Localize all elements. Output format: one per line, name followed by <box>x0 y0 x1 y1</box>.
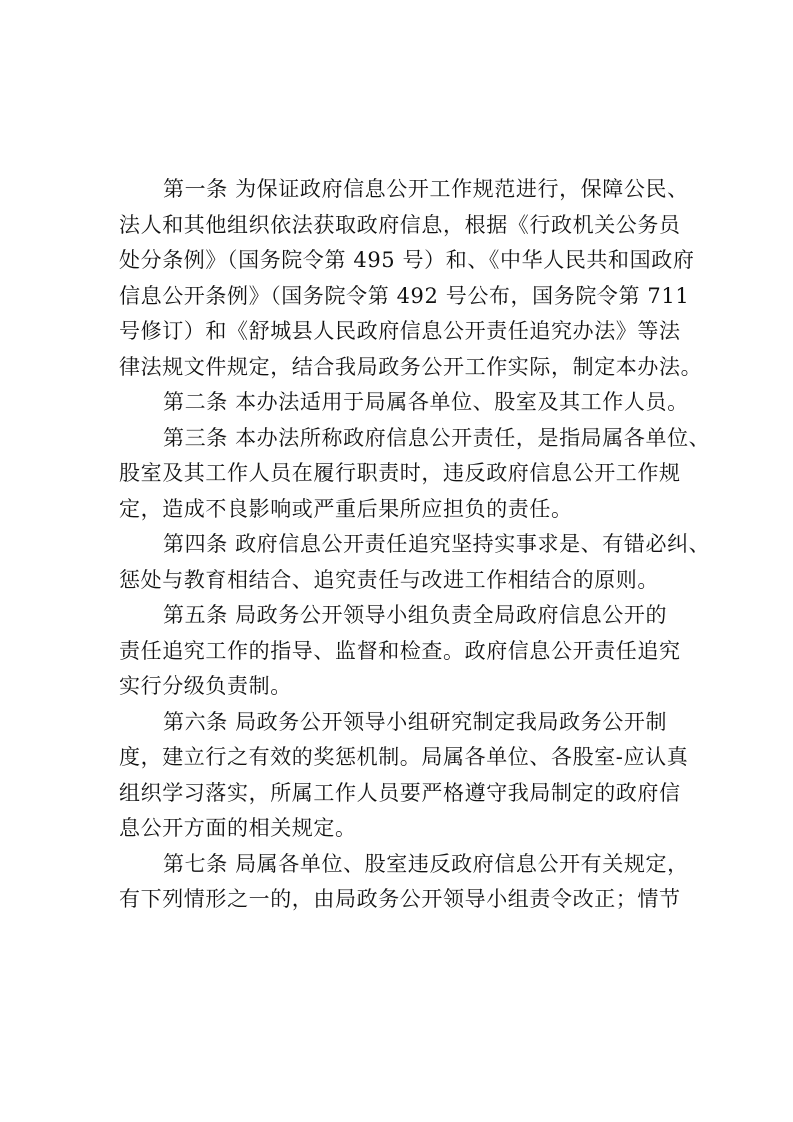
article-3-line-1: 第三条 本办法所称政府信息公开责任，是指局属各单位、 <box>163 425 711 450</box>
article-6-line-2: 度，建立行之有效的奖惩机制。局属各单位、各股室-应认真 <box>119 745 689 769</box>
article-7-line-2: 有下列情形之一的，由局政务公开领导小组责令改正；情节 <box>119 887 681 911</box>
article-7-line-1: 第七条 局属各单位、股室违反政府信息公开有关规定， <box>163 851 689 876</box>
article-1-line-6: 律法规文件规定，结合我局政务公开工作实际，制定本办法。 <box>119 354 703 379</box>
article-1-line-5: 号修订）和《舒城县人民政府信息公开责任追究办法》等法 <box>119 319 681 343</box>
article-5-line-1: 第五条 局政务公开领导小组负责全局政府信息公开的 <box>163 603 668 627</box>
article-3-line-2: 股室及其工作人员在履行职责时，违反政府信息公开工作规 <box>119 461 681 485</box>
article-4-line-2: 惩处与教育相结合、追究责任与改进工作相结合的原则。 <box>119 567 659 592</box>
article-6-line-1: 第六条 局政务公开领导小组研究制定我局政务公开制 <box>163 709 668 734</box>
article-1-line-2: 法人和其他组织依法获取政府信息，根据《行政机关公务员 <box>119 212 681 237</box>
article-3-line-3: 定，造成不良影响或严重后果所应担负的责任。 <box>119 496 573 521</box>
article-6-line-4: 息公开方面的相关规定。 <box>119 816 357 840</box>
document-body <box>119 172 711 918</box>
article-2-line-1: 第二条 本办法适用于局属各单位、股室及其工作人员。 <box>163 390 689 414</box>
article-6-line-3: 组织学习落实，所属工作人员要严格遵守我局制定的政府信 <box>119 780 681 805</box>
article-5-line-2: 责任追究工作的指导、监督和检查。政府信息公开责任追究 <box>119 638 681 663</box>
article-4-line-1: 第四条 政府信息公开责任追究坚持实事求是、有错必纠、 <box>163 532 711 556</box>
article-1-line-1: 第一条 为保证政府信息公开工作规范进行，保障公民、 <box>163 177 689 201</box>
article-1-line-3: 处分条例》（国务院令第 495 号）和、《中华人民共和国政府 <box>119 248 695 272</box>
article-5-line-3: 实行分级负责制。 <box>119 674 292 698</box>
article-1-line-4: 信息公开条例》（国务院令第 492 号公布，国务院令第 711 <box>119 283 690 308</box>
